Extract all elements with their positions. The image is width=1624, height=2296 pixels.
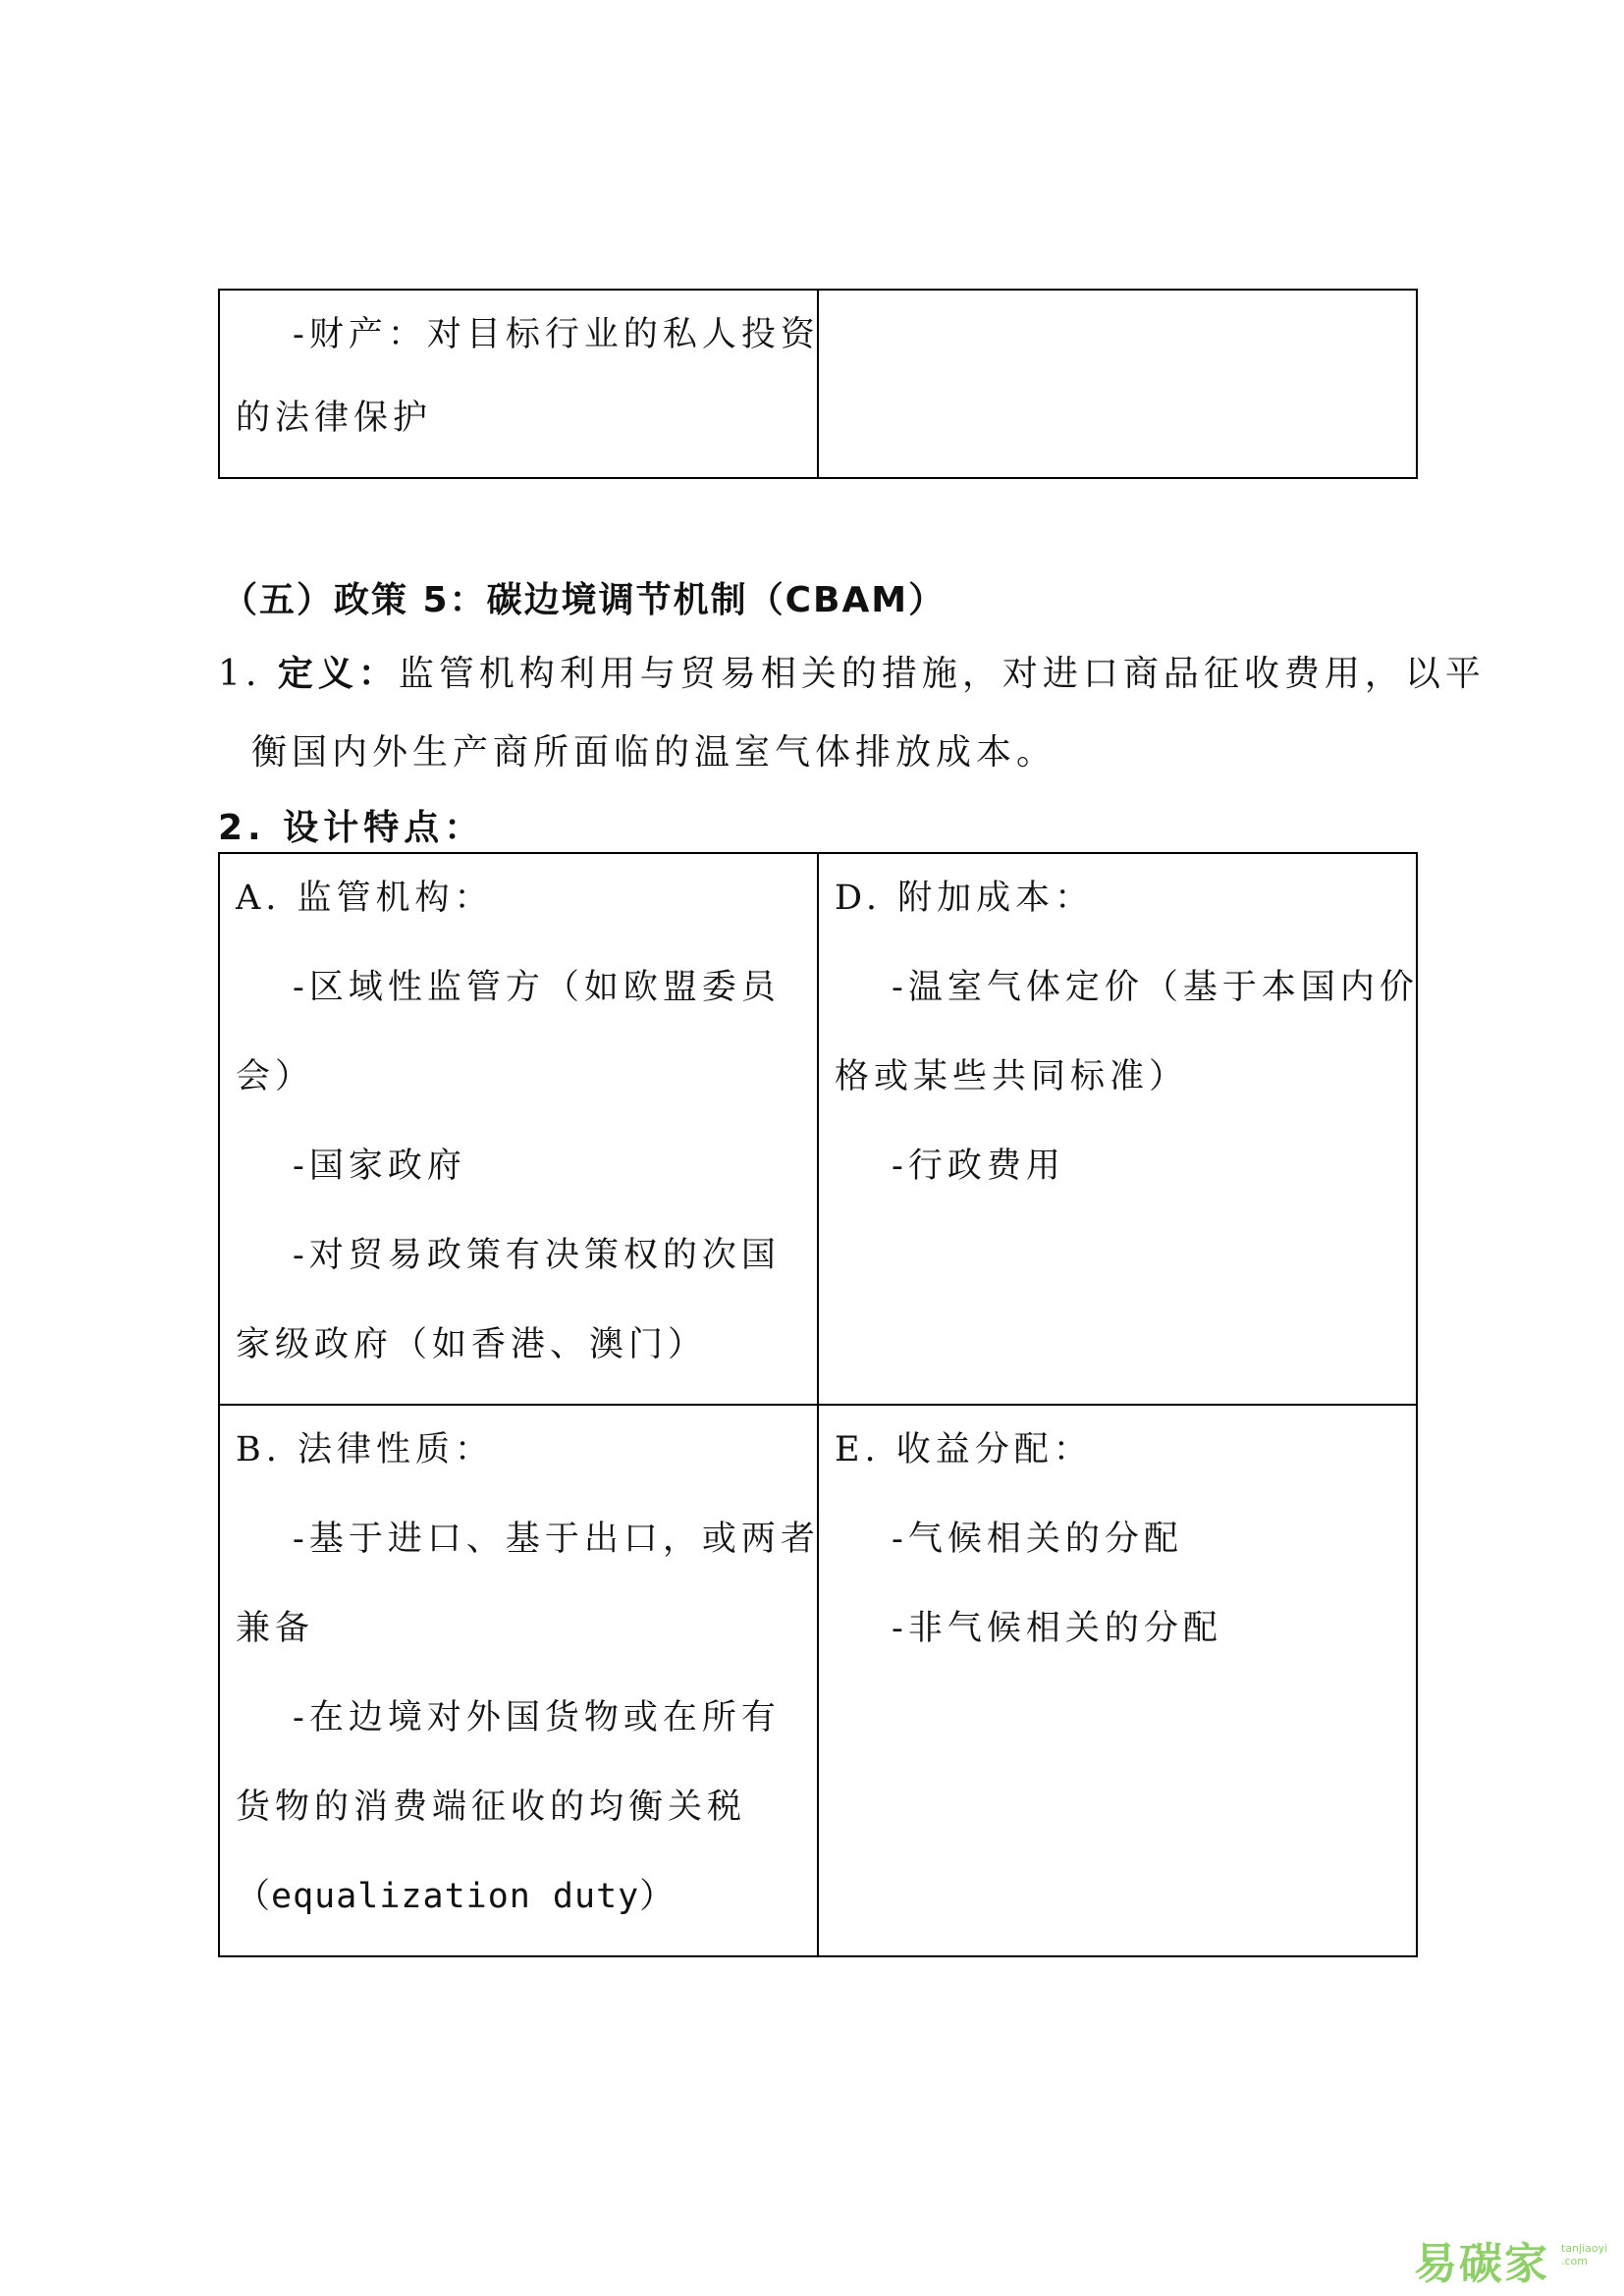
definition-number: 1. (218, 654, 262, 694)
cell-legal-nature (219, 1405, 818, 1956)
cost-line-1: -温室气体定价（基于本国内价 (892, 968, 1419, 1007)
design-features-table (218, 852, 1418, 1957)
cell-revenue-distribution (818, 1405, 1417, 1956)
definition-line-2: 衡国内外生产商所面临的温室气体排放成本。 (251, 732, 1057, 773)
watermark-domain: tanjiaoyi .com (1561, 2242, 1608, 2268)
design-features-text: 2. 设计特点： (218, 808, 485, 848)
cell-additional-cost (818, 853, 1417, 1405)
design-features-label (218, 800, 484, 850)
watermark-brand: 易碳家 (1414, 2239, 1549, 2289)
top-table-right-cell (818, 290, 1417, 478)
regulator-line-4: -对贸易政策有决策权的次国 (293, 1236, 781, 1275)
revenue-line-2: -非气候相关的分配 (892, 1609, 1222, 1648)
top-left-line-2: 的法律保护 (236, 399, 433, 438)
cell-regulator (219, 853, 818, 1405)
top-table (218, 289, 1418, 479)
definition-label: 定义： (277, 654, 399, 694)
definition-line-1: 监管机构利用与贸易相关的措施，对进口商品征收费用，以平 (398, 654, 1486, 694)
cell-regulator-title: A. 监管机构： (236, 879, 494, 918)
regulator-line-5: 家级政府（如香港、澳门） (236, 1325, 708, 1364)
cost-line-3: -行政费用 (892, 1147, 1065, 1186)
legal-line-1: -基于进口、基于出口，或两者 (293, 1520, 820, 1559)
cost-line-2: 格或某些共同标准） (835, 1057, 1189, 1096)
cell-legal-nature-title: B. 法律性质： (236, 1430, 494, 1469)
top-left-line-1: -财产：对目标行业的私人投资 (293, 315, 820, 354)
cell-revenue-title: E. 收益分配： (835, 1430, 1093, 1469)
regulator-line-2: 会） (236, 1057, 315, 1096)
watermark (1414, 2226, 1610, 2289)
legal-line-2: 兼备 (236, 1609, 315, 1648)
legal-line-4: 货物的消费端征收的均衡关税 (236, 1788, 747, 1827)
regulator-line-1: -区域性监管方（如欧盟委员 (293, 968, 781, 1007)
regulator-line-3: -国家政府 (293, 1147, 466, 1186)
legal-line-3: -在边境对外国货物或在所有 (293, 1698, 781, 1737)
top-table-left-cell (219, 290, 818, 478)
section-heading: （五）政策 5：碳边境调节机制（CBAM） (222, 580, 947, 620)
revenue-line-1: -气候相关的分配 (892, 1520, 1183, 1559)
legal-line-5: （equalization duty） (236, 1877, 676, 1916)
definition-paragraph (218, 646, 1486, 696)
cell-additional-cost-title: D. 附加成本： (835, 879, 1095, 918)
